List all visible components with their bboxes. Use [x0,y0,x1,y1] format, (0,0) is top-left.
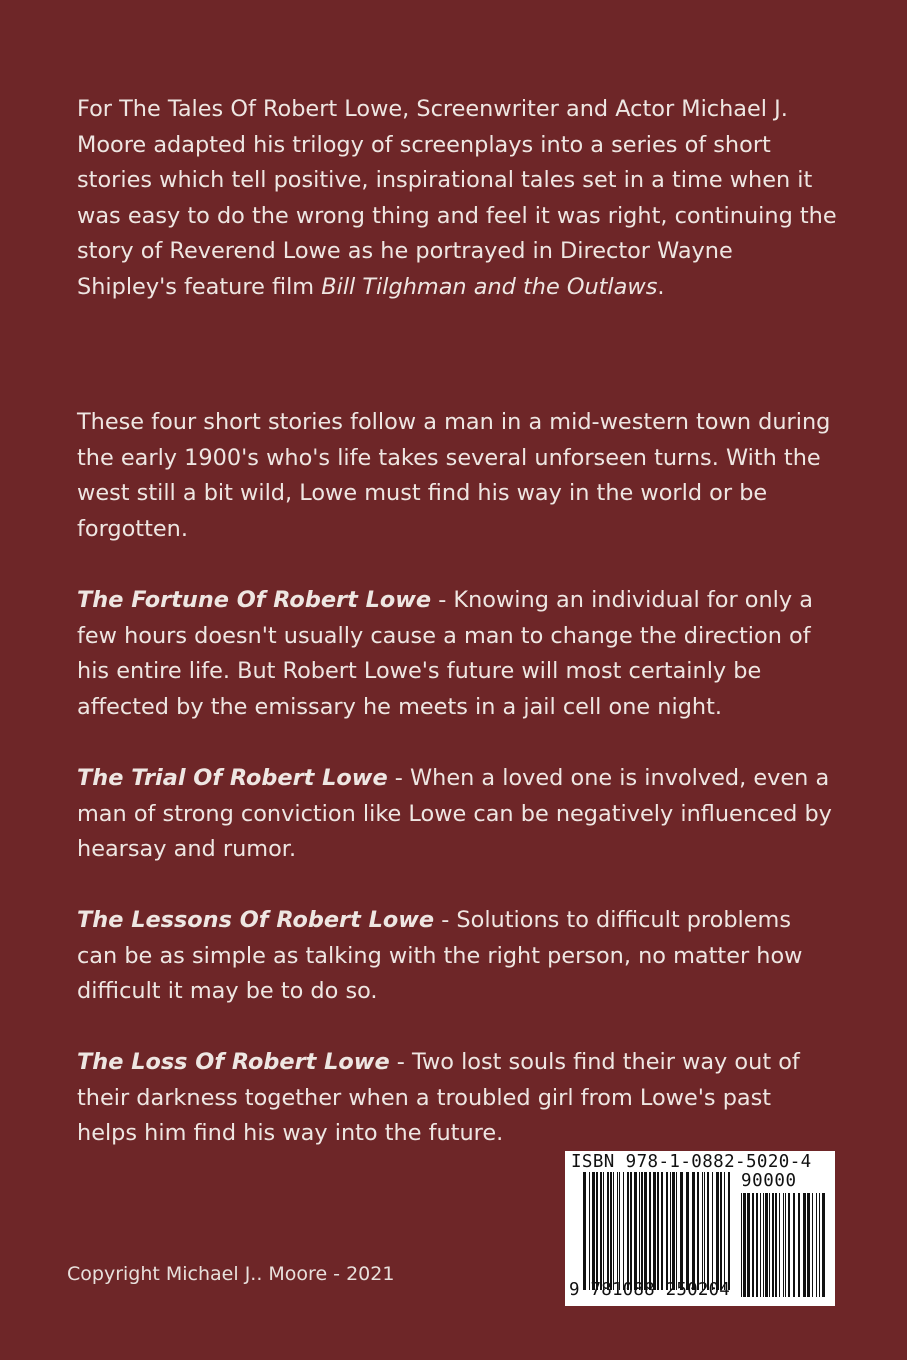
ean-barcode-bars [583,1172,731,1290]
barcode-bar [812,1193,813,1297]
barcode-bar [760,1193,761,1297]
barcode-bar [783,1193,784,1297]
addon-barcode-bars [741,1193,827,1297]
barcode-bar [653,1172,656,1290]
barcode-bar [603,1172,604,1290]
barcode-bar [822,1193,825,1297]
copyright-notice: Copyright Michael J.. Moore - 2021 [67,1263,395,1285]
intro-end: . [657,273,665,300]
story-description: - Knowing an individual for only a few hours doesn't usually cause a man to change the direction of his entire life. But Robert Lowe's future will most certainly be affected by the emissary he meets in a jail cell one night. [77,587,813,720]
barcode-bar [720,1172,722,1290]
barcode-bar [644,1172,647,1290]
story-description: - Two lost souls find their way out of their darkness together when a troubled girl from Lowe's past helps him find his way into the future. [77,1049,800,1146]
story-fortune [77,583,837,725]
barcode-bar [763,1193,764,1297]
barcode-bar [779,1193,780,1297]
barcode-bar [769,1193,770,1297]
barcode-bar [634,1172,637,1290]
intro-paragraph [77,92,837,305]
barcode-bar [712,1172,713,1290]
barcode-bar [724,1172,725,1290]
barcode-bar [583,1172,586,1290]
barcode-bar [741,1193,742,1297]
barcode-bar [672,1172,675,1290]
barcode-bar [692,1172,695,1290]
barcode-bar [807,1193,810,1297]
barcode-bar [752,1193,754,1297]
barcode-bar [702,1172,703,1290]
story-title: The Loss Of Robert Lowe [77,1049,390,1075]
story-title: The Trial Of Robert Lowe [77,765,388,791]
barcode-bar [819,1193,820,1297]
isbn-barcode [565,1151,835,1306]
intro-text: For The Tales Of Robert Lowe, Screenwriter and Actor Michael J. Moore adapted his trilogy of screenplays into a series of short stories which tell positive, inspirational tales set in a time when it was easy to do the wrong thing and feel it was right, continuing the story of Reverend Lowe as he portrayed in Director Wayne Shipley's feature film [77,96,837,300]
price-addon-digits: 90000 [741,1171,797,1191]
isbn-label: ISBN 978-1-0882-5020-4 [571,1152,812,1172]
barcode-bar [607,1172,609,1290]
barcode-bar [657,1172,659,1290]
barcode-bar [707,1172,709,1290]
summary-paragraph: These four short stories follow a man in a mid-western town during the early 1900's who's life takes several unforseen turns. With the west still a bit wild, Lowe must find his way in the world or be forgotten. [77,409,831,542]
barcode-bar [589,1172,590,1290]
barcode-bar [747,1193,750,1297]
barcode-bar [686,1172,689,1290]
barcode-bar [816,1193,817,1297]
barcode-bar [592,1172,595,1290]
barcode-bar [666,1172,668,1290]
story-trial [77,761,837,868]
film-title: Bill Tilghman and the Outlaws [321,273,658,300]
barcode-bar [676,1172,677,1290]
story-loss [77,1045,837,1152]
barcode-bar [793,1193,795,1297]
barcode-bar [619,1172,620,1290]
barcode-bar [649,1172,651,1290]
barcode-bar [617,1172,618,1290]
barcode-bar [716,1172,719,1290]
barcode-bar [639,1172,640,1290]
ean-digits: 9 781088 250204 [569,1280,731,1300]
barcode-bar [661,1172,663,1290]
story-title: The Lessons Of Robert Lowe [77,907,435,933]
barcode-bar [613,1172,614,1290]
barcode-bar [756,1193,758,1297]
barcode-bar [610,1172,612,1290]
barcode-bar [627,1172,629,1290]
story-description: - When a loved one is involved, even a man of strong conviction like Lowe can be negatively influenced by hearsay and rumor. [77,765,832,862]
barcode-bar [775,1193,777,1297]
barcode-bar [743,1193,746,1297]
barcode-bar [697,1172,699,1290]
barcode-bar [641,1172,643,1290]
barcode-bar [704,1172,705,1290]
barcode-bar [788,1193,790,1297]
barcode-bar [630,1172,632,1290]
barcode-bar [670,1172,671,1290]
barcode-bar [798,1193,800,1297]
story-title: The Fortune Of Robert Lowe [77,587,432,613]
barcode-bar [765,1193,768,1297]
barcode-bar [772,1193,774,1297]
barcode-bar [803,1193,806,1297]
story-description: - Solutions to difficult problems can be as simple as talking with the right person, no matter how difficult it may be to do so. [77,907,803,1004]
barcode-bar [623,1172,624,1290]
barcode-bar [728,1172,730,1290]
barcode-bar [600,1172,602,1290]
barcode-bar [680,1172,683,1290]
barcode-bar [785,1193,786,1297]
story-lessons [77,903,837,1010]
barcode-bar [596,1172,598,1290]
